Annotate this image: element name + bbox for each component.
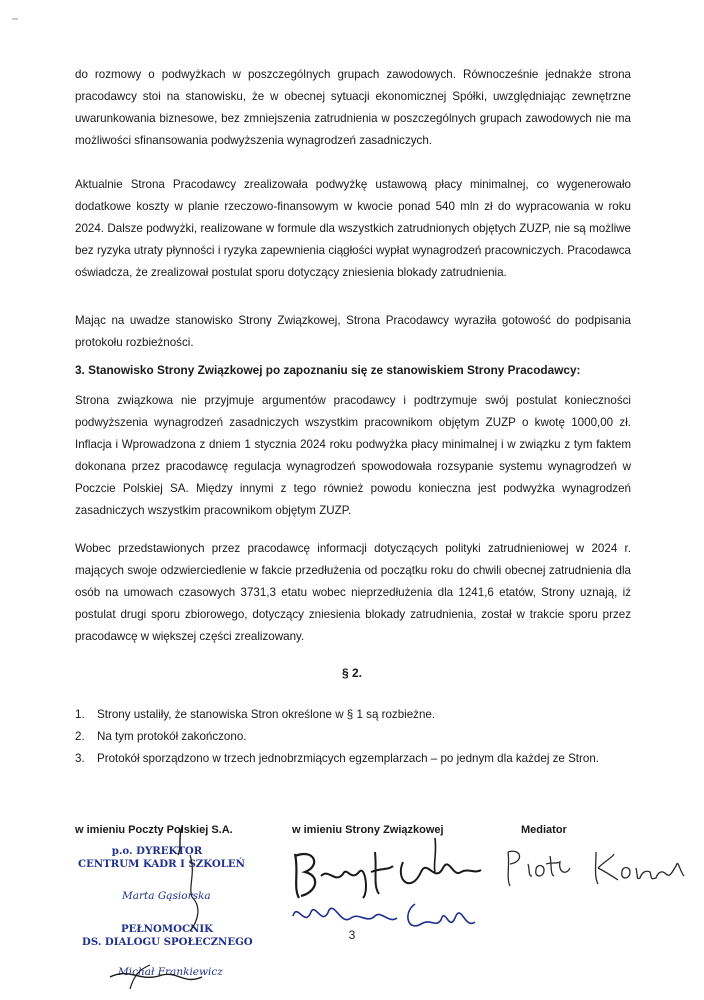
list-text: Protokół sporządzono w trzech jednobrzmiących egzemplarzach – po jednym dla każdej ze Stron. [97,752,600,765]
employer-signature-title: w imieniu Poczty Polskiej S.A. [75,824,233,836]
list-text: Strony ustaliły, że stanowiska Stron określone w § 1 są rozbieżne. [97,708,436,721]
paragraph-4: Strona związkowa nie przyjmuje argumentów pracodawcy i podtrzymuje swój postulat konieczności podwyższenia wynagrodzeń zasadniczych wszystkim pracownikom objętym ZUZP o kwotę 1000,00 zł. Inflacja i Wprowadzona z dniem 1 stycznia 2024 roku podwyżka płacy minimalnej i w związku z tym faktem dokonana przez pracodawcę regulacja wynagrodzeń spowodowała rozsypanie systemu wynagrodzeń w Poczcie Polskiej SA. Między innymi z tego również powodu konieczna jest podwyżka wynagrodzeń zasadniczych wszystkim pracownikom objętym ZUZP. [75,394,631,517]
union-signatures-graphic [285,832,490,940]
list-item [75,748,645,770]
list-item [75,726,645,748]
list-item [75,704,645,726]
representative-stamp-line2: DS. DIALOGU SPOŁECZNEGO [82,936,253,948]
paragraph-3: Mając na uwadze stanowisko Strony Związkowej, Strona Pracodawcy wyraziła gotowość do podpisania protokołu rozbieżności. [75,314,631,349]
union-signature-title: w imieniu Strony Związkowej [292,824,444,836]
section-mark: § 2. [341,666,362,680]
list-number: 1. [75,708,85,721]
scan-mark [12,18,18,20]
paragraph-2: Aktualnie Strona Pracodawcy zrealizowała podwyżkę ustawową płacy minimalnej, co wygenerowało dodatkowe koszty w planie rzeczowo-finansowym w kwocie ponad 540 mln zł do wypracowania w roku 2024. Dalsze podwyżki, realizowane w formule dla wszystkich zatrudnionych objętych ZUZP, nie są możliwe bez ryzyka utraty płynności i ryzyka zapewnienia ciągłości wypłat wynagrodzeń pracowniczych. Pracodawca oświadcza, że zrealizował postulat sporu dotyczący zniesienia blokady zatrudnienia. [75,178,631,279]
employer-signatures-graphic [70,825,255,990]
representative-stamp-line1: PEŁNOMOCNIK [120,923,214,935]
paragraph-1: do rozmowy o podwyżkach w poszczególnych grupach zawodowych. Równocześnie jednakże strona pracodawcy stoi na stanowisku, że w obecnej sytuacji ekonomicznej Spółki, uwzględniając zewnętrzne uwarunkowania biznesowe, bez zmniejszenia zatrudnienia w poszczególnych grupach zawodowych nie ma możliwości sfinansowania podwyższenia wynagrodzeń zasadniczych. [75,68,631,147]
section-3-heading: 3. Stanowisko Strony Związkowej po zapoznaniu się ze stanowiskiem Strony Pracodawcy: [75,363,581,377]
director-stamp-line2: CENTRUM KADR I SZKOLEŃ [78,858,245,870]
list-number: 3. [75,752,85,765]
mediator-signature-graphic [500,842,690,890]
list-text: Na tym protokół zakończono. [97,730,247,743]
director-stamp-name: Marta Gąsiorska [122,890,211,902]
closing-list [75,704,645,770]
paragraph-5: Wobec przedstawionych przez pracodawcę informacji dotyczących polityki zatrudnieniowej w 2024 r. mających swoje odzwierciedlenie w fakcie przedłużenia od początku roku do chwili obecnej zatrudnienia dla osób na umowach czasowych 3731,3 etatu wobec nieprzedłużenia dla 1241,6 etatów, Strony uznają, iż postulat drugi sporu zbiorowego, dotyczący zniesienia blokady zatrudnienia, został w trakcie sporu przez pracodawcę w większej części zrealizowany. [75,542,631,643]
mediator-signature-title: Mediator [521,824,567,836]
page-number: 3 [348,928,356,942]
director-stamp-line1: p.o. DYREKTOR [111,845,203,857]
representative-stamp-name: Michał Frankiewicz [118,966,223,978]
list-number: 2. [75,730,85,743]
